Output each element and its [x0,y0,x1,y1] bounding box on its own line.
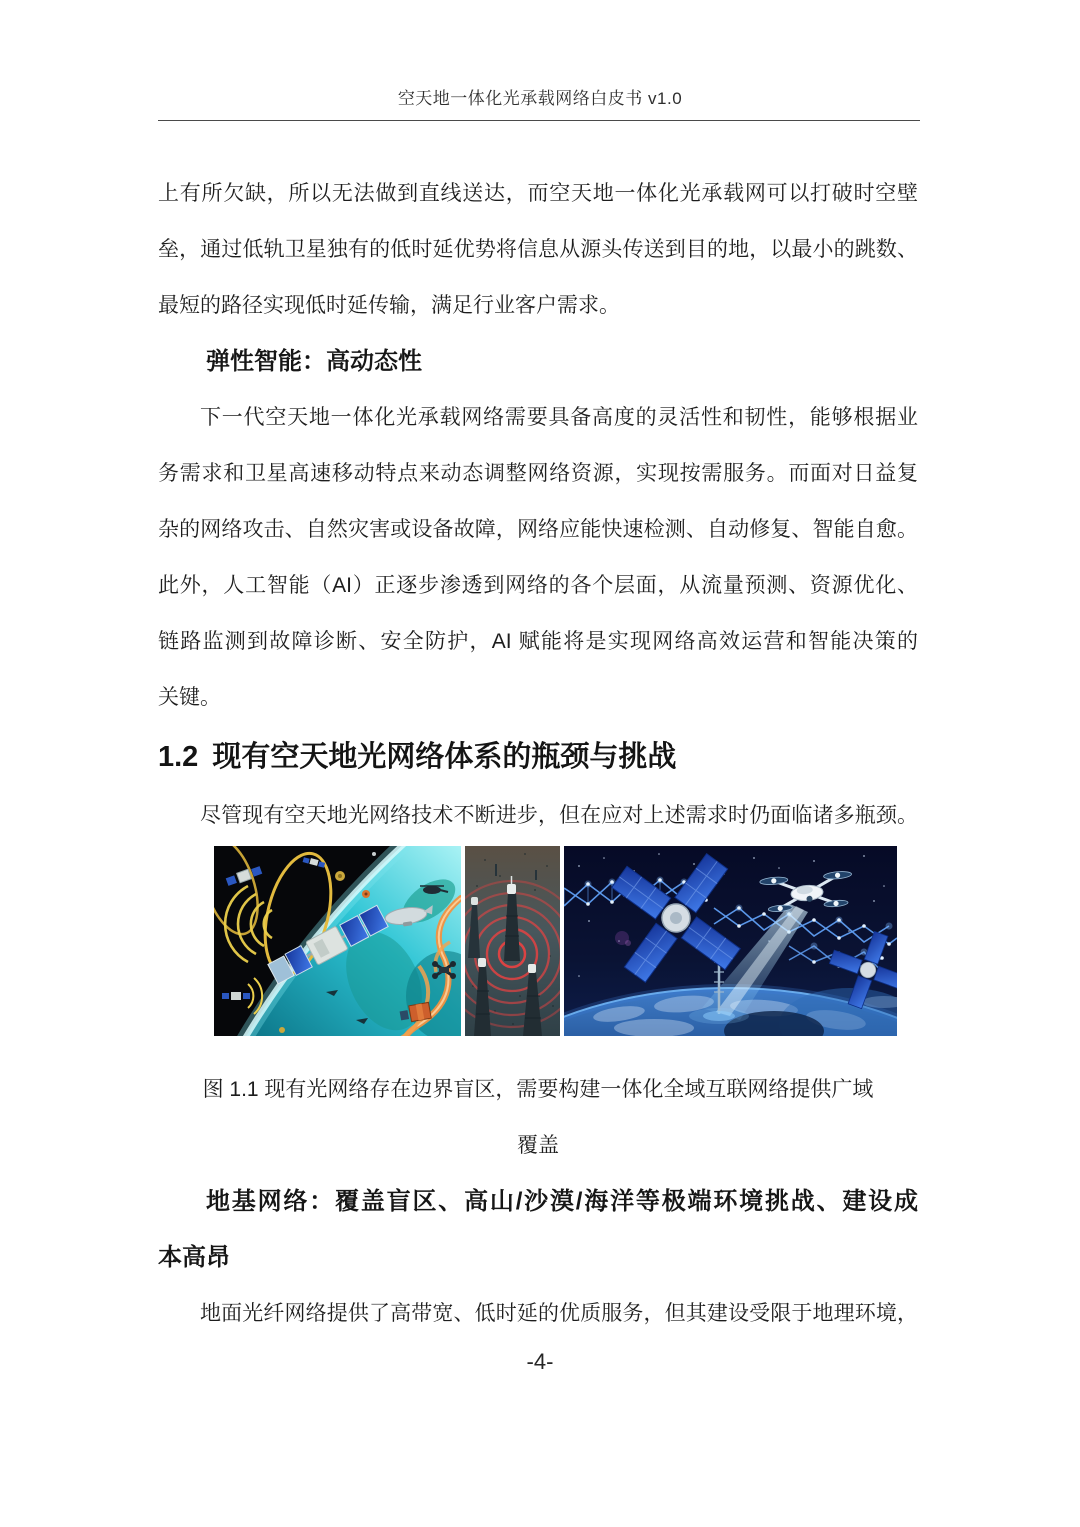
figure-1-1-image [214,846,897,1036]
caption-line: 覆盖 [517,1134,559,1157]
section-title: 现有空天地光网络体系的瓶颈与挑战 [212,741,677,773]
page-content [158,166,918,1342]
orange-dish-icon [362,890,370,898]
page-header-title: 空天地一体化光承载网络白皮书 v1.0 [397,89,683,108]
subheading-elastic-intelligence: 弹性智能：高动态性 [206,348,422,375]
text-line: 地基网络：覆盖盲区、高山/沙漠/海洋等极端环境挑战、建设成 [206,1188,918,1215]
paragraph-continuation [158,166,918,334]
text-line: 最短的路径实现低时延传输，满足行业客户需求。 [158,294,620,317]
text-line: 本高昂 [158,1244,230,1271]
text-line: 上有所欠缺，所以无法做到直线送达，而空天地一体化光承载网可以打破时空壁 [158,182,918,205]
page-number: -4- [526,1349,554,1374]
figure-caption [158,1062,918,1174]
text-line: 关键。 [158,686,221,709]
header-rule [158,120,920,121]
panel-satellites-earth-illustration [214,846,486,1036]
gold-dish-icon [335,871,345,881]
figure-1-1 [214,846,897,1036]
paragraph-elastic-intelligence [158,390,918,726]
text-line: 此外，人工智能（AI）正逐步渗透到网络的各个层面，从流量预测、资源优化、 [158,574,918,597]
section-number: 1.2 [158,741,199,773]
subheading-ground-network [158,1174,918,1286]
section-heading-1-2 [158,726,918,788]
text-line: 下一代空天地一体化光承载网络需要具备高度的灵活性和韧性，能够根据业 [200,406,918,429]
paragraph-bottleneck-intro: 尽管现有空天地光网络技术不断进步，但在应对上述需求时仍面临诸多瓶颈。 [200,804,918,827]
caption-line: 图 1.1 现有光网络存在边界盲区，需要构建一体化全域互联网络提供广域 [202,1078,874,1101]
text-line: 链路监测到故障诊断、安全防护，AI 赋能将是实现网络高效运营和智能决策的 [158,630,918,653]
text-line: 杂的网络攻击、自然灾害或设备故障，网络应能快速检测、自动修复、智能自愈。 [158,518,918,541]
paragraph-ground-fiber: 地面光纤网络提供了高带宽、低时延的优质服务，但其建设受限于地理环境， [200,1302,918,1325]
text-line: 务需求和卫星高速移动特点来动态调整网络资源，实现按需服务。而面对日益复 [158,462,918,485]
text-line: 垒，通过低轨卫星独有的低时延优势将信息从源头传送到目的地，以最小的跳数、 [158,238,918,261]
